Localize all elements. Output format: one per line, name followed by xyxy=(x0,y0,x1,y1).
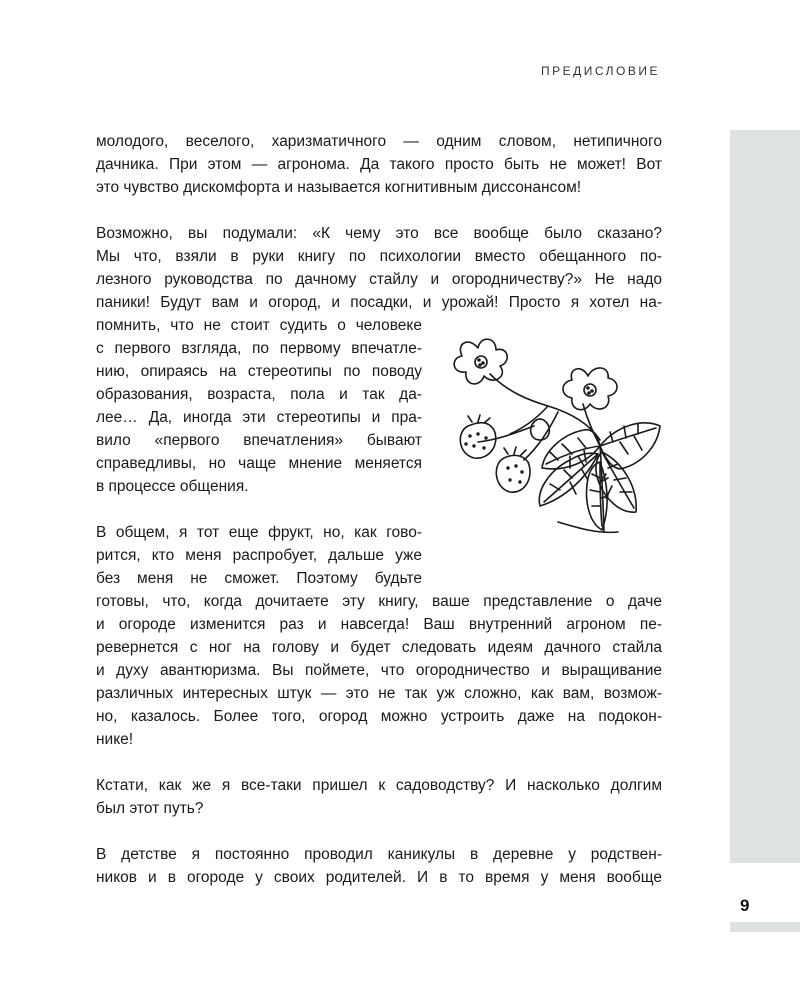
text-line: нию, опираясь на стереотипы по поводу xyxy=(96,363,422,380)
text-line: дачника. При этом — агронома. Да такого просто быть не может! Вот xyxy=(96,156,662,173)
text-line: и духу авантюризма. Вы поймете, что огородничество и выращивание xyxy=(96,662,662,679)
paragraph-3 xyxy=(96,521,662,751)
paragraph-5 xyxy=(96,843,662,889)
text-line: Кстати, как же я все-таки пришел к садоводству? И насколько долгим xyxy=(96,777,662,794)
paragraph-1 xyxy=(96,130,662,199)
paragraph-4 xyxy=(96,774,662,820)
strawberry-plant-drawing-icon xyxy=(438,322,674,552)
text-line: это чувство дискомфорта и называется когнитивным диссонансом! xyxy=(96,179,582,196)
text-line: был этот путь? xyxy=(96,800,204,817)
text-line: готовы, что, когда дочитаете эту книгу, ваше представление о даче xyxy=(96,593,662,610)
text-line: нике! xyxy=(96,731,134,748)
text-line: рится, кто меня распробует, дальше уже xyxy=(96,547,422,564)
text-line: Мы что, взяли в руки книгу по психологии вместо обещанного по- xyxy=(96,248,662,265)
text-line: но, казалось. Более того, огород можно устроить даже на подокон- xyxy=(96,708,662,725)
text-line: с первого взгляда, по первому впечатле- xyxy=(96,340,422,357)
text-line: лее… Да, иногда эти стереотипы и пра- xyxy=(96,409,422,426)
text-line: образования, возраста, пола и так да- xyxy=(96,386,422,403)
text-line: В общем, я тот еще фрукт, но, как гово- xyxy=(96,524,422,541)
text-line: вило «первого впечатления» бывают xyxy=(96,432,422,449)
text-line: паники! Будут вам и огород, и посадки, и урожай! Просто я хотел на- xyxy=(96,294,662,311)
running-header: ПРЕДИСЛОВИЕ xyxy=(541,64,660,78)
text-line: справедливы, но чаще мнение меняется xyxy=(96,455,422,472)
text-line: без меня не сможет. Поэтому будьте xyxy=(96,570,422,587)
strawberry-plant-illustration xyxy=(438,322,674,552)
text-line: Возможно, вы подумали: «К чему это все вообще было сказано? xyxy=(96,225,662,242)
side-color-band xyxy=(730,130,800,863)
bottom-color-strip xyxy=(730,922,800,932)
text-line: В детстве я постоянно проводил каникулы в деревне у родствен- xyxy=(96,846,662,863)
text-line: помнить, что не стоит судить о человеке xyxy=(96,317,422,334)
text-line: ников и в огороде у своих родителей. И в то время у меня вообще xyxy=(96,869,662,886)
text-line: молодого, веселого, харизматичного — одним словом, нетипичного xyxy=(96,133,662,150)
text-line: в процессе общения. xyxy=(96,478,249,495)
text-line: и огороде изменится раз и навсегда! Ваш внутренний агроном пе- xyxy=(96,616,662,633)
page-number: 9 xyxy=(740,896,750,915)
text-line: ревернется с ног на голову и будет следовать идеям дачного стайла xyxy=(96,639,662,656)
text-line: лезного руководства по дачному стайлу и огородничеству?» Не надо xyxy=(96,271,662,288)
text-line: различных интересных штук — это не так уж сложно, как вам, возмож- xyxy=(96,685,662,702)
